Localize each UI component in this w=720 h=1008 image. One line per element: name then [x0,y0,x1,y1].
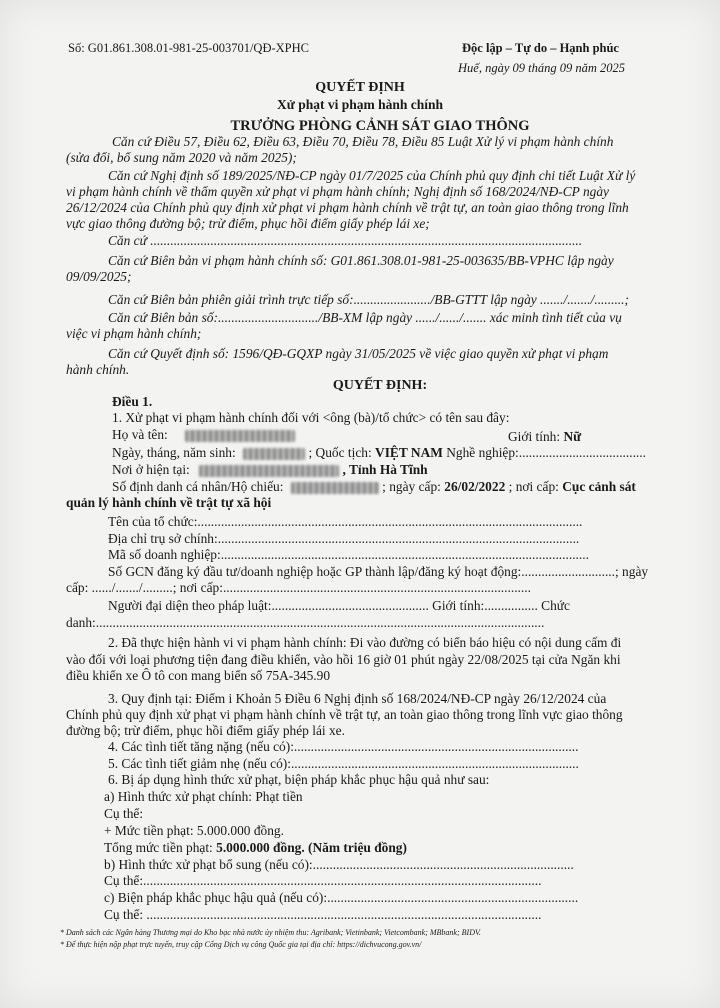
address-field [112,462,428,478]
dob-label: Ngày, tháng, năm sinh: [112,445,236,460]
document-subtitle: Xử phạt vi phạm hành chính [276,97,444,112]
additional-penalty-detail: Cụ thể:....................................................................................................................... [104,873,542,888]
preamble-line: Căn cứ Quyết định số: 1596/QĐ-GQXP ngày 31/05/2025 về việc giao quyền xử phạt vi phạm [108,346,609,361]
section-2-line: điều khiển xe Ô tô con mang biển số 75A-345.90 [66,668,331,683]
additional-penalty-line: b) Hình thức xử phạt bổ sung (nếu có):.............................................................................. [104,857,574,872]
org-license-line: Số GCN đăng ký đầu tư/doanh nghiệp hoặc GP thành lập/đăng ký hoạt động:............................; ngày [108,564,649,579]
mitigating-factors-line: 5. Các tình tiết giảm nhẹ (nếu có):...................................................................................... [108,756,579,771]
preamble-line: việc vi phạm hành chính; [66,326,202,341]
preamble-line: vực giao thông đường bộ; trừ điểm, phục hồi điểm giấy phép lái xe; [66,216,430,231]
id-field [112,479,636,495]
gender-value: Nữ [563,429,582,444]
place-date: Huế, ngày 09 tháng 09 năm 2025 [458,61,625,75]
aggravating-factors-line: 4. Các tình tiết tăng nặng (nếu có):..................................................................................... [108,739,579,754]
redacted-id-number [291,482,379,494]
redacted-dob [243,448,305,460]
preamble-line: vi phạm hành chính về thẩm quyền xử phạt vi phạm hành chính; Nghị định số 168/2024/NĐ-CP ngày [66,184,609,199]
occupation-label: Nghề nghiệp:...................................... [446,445,646,460]
total-fine-label: Tổng mức tiền phạt: [104,840,213,855]
nationality-label: ; Quốc tịch: [308,445,372,460]
preamble-line: 09/09/2025; [66,269,132,284]
preamble-line: 26/12/2024 của Chính phủ quy định xử phạt vi phạm hành chính về trật tự, an toàn giao thông trong lĩnh [66,200,629,215]
document-title: QUYẾT ĐỊNH [315,80,405,95]
org-address-line: Địa chỉ trụ sở chính:............................................................................................................ [108,531,580,546]
section-6-intro: 6. Bị áp dụng hình thức xử phạt, biện pháp khắc phục hậu quả như sau: [108,772,490,787]
national-motto: Độc lập – Tự do – Hạnh phúc [462,41,619,55]
section-2-line: 2. Đã thực hiện hành vi vi phạm hành chính: Đi vào đường có biển báo hiệu có nội dung cấm đi [108,635,622,650]
footnote-banks: * Danh sách các Ngân hàng Thương mại do Kho bạc nhà nước ủy nhiệm thu: Agribank; Vietinbank; Vietcombank; MBbank; BIDV. [60,928,481,937]
dob-field [112,445,646,461]
total-fine-value: 5.000.000 đồng. (Năm triệu đồng) [216,840,407,855]
redacted-name [185,430,295,442]
name-label: Họ và tên: [112,427,168,442]
org-license-issue-line: cấp: ....../......./.........; nơi cấp:............................................................................................ [66,580,531,595]
gender-label: Giới tính: [508,429,561,444]
issue-date-label: ; ngày cấp: [382,479,441,494]
issue-place-value: Cục cảnh sát [562,479,636,494]
footnote-online-payment: * Để thực hiện nộp phạt trực tuyến, truy cập Cổng Dịch vụ công Quốc gia tại địa chỉ: https://dichvucong.gov.vn/ [60,940,422,949]
preamble-line: Căn cứ Biên bản số:............................../BB-XM lập ngày ....../....../....... xác minh tình tiết của vụ [108,310,622,325]
org-representative-line: Người đại diện theo pháp luật:............................................... Giới tính:................ Chức [108,598,570,613]
section-3-line: 3. Quy định tại: Điểm i Khoản 5 Điều 6 Nghị định số 168/2024/NĐ-CP ngày 26/12/2024 của [108,691,607,706]
fine-amount-line: + Mức tiền phạt: 5.000.000 đồng. [104,823,284,838]
issue-date-value: 26/02/2022 [444,479,506,494]
section-2-line: vào đối với loại phương tiện đang điều khiển, vào hồi 16 giờ 01 phút ngày 22/08/2025 tại cửa Ngăn khi [66,652,621,667]
preamble-line: (sửa đổi, bổ sung năm 2020 và năm 2025); [66,150,297,165]
org-tax-code-line: Mã số doanh nghiệp:.............................................................................................................. [108,547,589,562]
address-label: Nơi ở hiện tại: [112,462,190,477]
specific-label: Cụ thể: [104,806,144,821]
preamble-line: Căn cứ Biên bản phiên giải trình trực tiếp số:......................./BB-GTTT lập ngày ......./......./.........; [108,292,629,307]
decision-number: Số: G01.861.308.01-981-25-003701/QĐ-XPHC [68,41,309,55]
preamble-line: Căn cứ Điều 57, Điều 62, Điều 63, Điều 70, Điều 78, Điều 85 Luật Xử lý vi phạm hành chính [112,134,614,149]
preamble-line: Căn cứ ................................................................................................................................. [108,233,583,248]
main-penalty-line: a) Hình thức xử phạt chính: Phạt tiền [104,789,303,804]
name-field [112,427,295,443]
id-label: Số định danh cá nhân/Hộ chiếu: [112,479,284,494]
remedial-measures-line: c) Biện pháp khắc phục hậu quả (nếu có):........................................................................... [104,890,579,905]
total-fine-line [104,840,407,856]
redacted-address [199,465,339,477]
remedial-measures-detail: Cụ thể: ...................................................................................................................... [104,907,542,922]
decision-heading: QUYẾT ĐỊNH: [332,378,428,393]
section-3-line: Chính phủ quy định xử phạt vi phạm hành chính về trật tự, an toàn giao thông trong lĩnh vực giao thông [66,707,623,722]
section-3-line: đường bộ; trừ điểm, phục hồi điểm giấy phép lái xe. [66,723,345,738]
nationality-value: VIỆT NAM [375,445,443,460]
section-1-intro: 1. Xử phạt vi phạm hành chính đối với <ông (bà)/tổ chức> có tên sau đây: [112,410,510,425]
issue-place-value-cont: quản lý hành chính về trật tự xã hội [66,495,272,510]
issue-place-label: ; nơi cấp: [508,479,559,494]
org-name-line: Tên của tổ chức:................................................................................................................... [108,514,583,529]
article-1-heading: Điều 1. [112,394,153,409]
preamble-line: Căn cứ Biên bản vi phạm hành chính số: G01.861.308.01-981-25-003635/BB-VPHC lập ngày [108,253,614,268]
preamble-line: hành chính. [66,362,130,377]
issuing-authority: TRƯỞNG PHÒNG CẢNH SÁT GIAO THÔNG [230,118,530,134]
address-value: , Tỉnh Hà Tĩnh [342,462,428,477]
preamble-line: Căn cứ Nghị định số 189/2025/NĐ-CP ngày 01/7/2025 của Chính phủ quy định chi tiết Luật Xử lý [108,168,636,183]
org-title-line: danh:...................................................................................................................................... [66,615,545,630]
gender-field [508,429,581,445]
